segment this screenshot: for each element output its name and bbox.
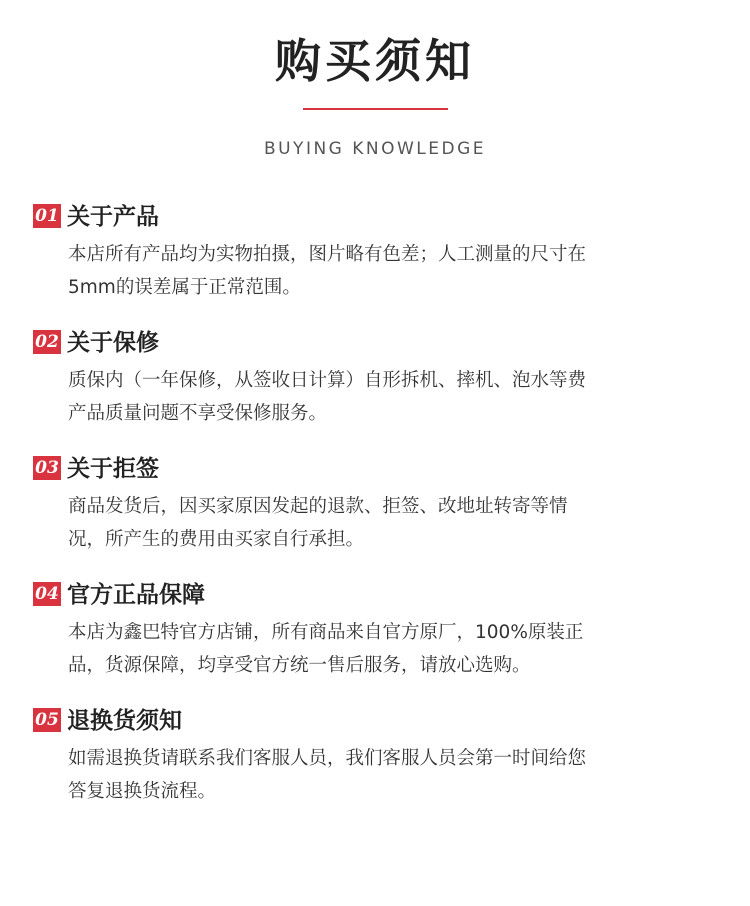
section-body-line: 5mm的误差属于正常范围。 xyxy=(68,277,301,298)
section-body-line: 品，货源保障，均享受官方统一售后服务，请放心选购。 xyxy=(68,655,531,676)
section-title: 关于产品 xyxy=(67,204,159,230)
section-body-line: 质保内（一年保修，从签收日计算）自形拆机、摔机、泡水等费 xyxy=(68,370,587,391)
section-title: 退换货须知 xyxy=(67,708,182,734)
section-body-line: 如需退换货请联系我们客服人员，我们客服人员会第一时间给您 xyxy=(68,748,587,769)
section-body xyxy=(68,742,718,808)
page-subtitle: BUYING KNOWLEDGE xyxy=(263,139,487,159)
section-body xyxy=(68,490,718,556)
section-body-line: 商品发货后，因买家原因发起的退款、拒签、改地址转寄等情 xyxy=(68,496,568,517)
section-body xyxy=(68,238,718,304)
section-title: 关于拒签 xyxy=(67,456,159,482)
section-number-badge: 02 xyxy=(33,330,61,354)
section-body-line: 况，所产生的费用由买家自行承担。 xyxy=(68,529,365,550)
page-title: 购买须知 xyxy=(275,34,475,88)
section-body-line: 答复退换货流程。 xyxy=(68,781,217,802)
section-body xyxy=(68,364,718,430)
section-body-line: 产品质量问题不享受保修服务。 xyxy=(68,403,328,424)
section-body xyxy=(68,616,718,682)
section-title: 官方正品保障 xyxy=(67,582,205,608)
section-number-badge: 05 xyxy=(33,708,61,732)
section-number-badge: 04 xyxy=(33,582,61,606)
section-body-line: 本店所有产品均为实物拍摄，图片略有色差；人工测量的尺寸在 xyxy=(68,244,587,265)
page-header xyxy=(0,0,750,170)
section-number-badge: 01 xyxy=(33,204,61,228)
section-title: 关于保修 xyxy=(67,330,159,356)
section-number-badge: 03 xyxy=(33,456,61,480)
section-body-line: 本店为鑫巴特官方店铺，所有商品来自官方原厂，100%原装正 xyxy=(68,622,584,643)
title-divider xyxy=(303,108,448,110)
